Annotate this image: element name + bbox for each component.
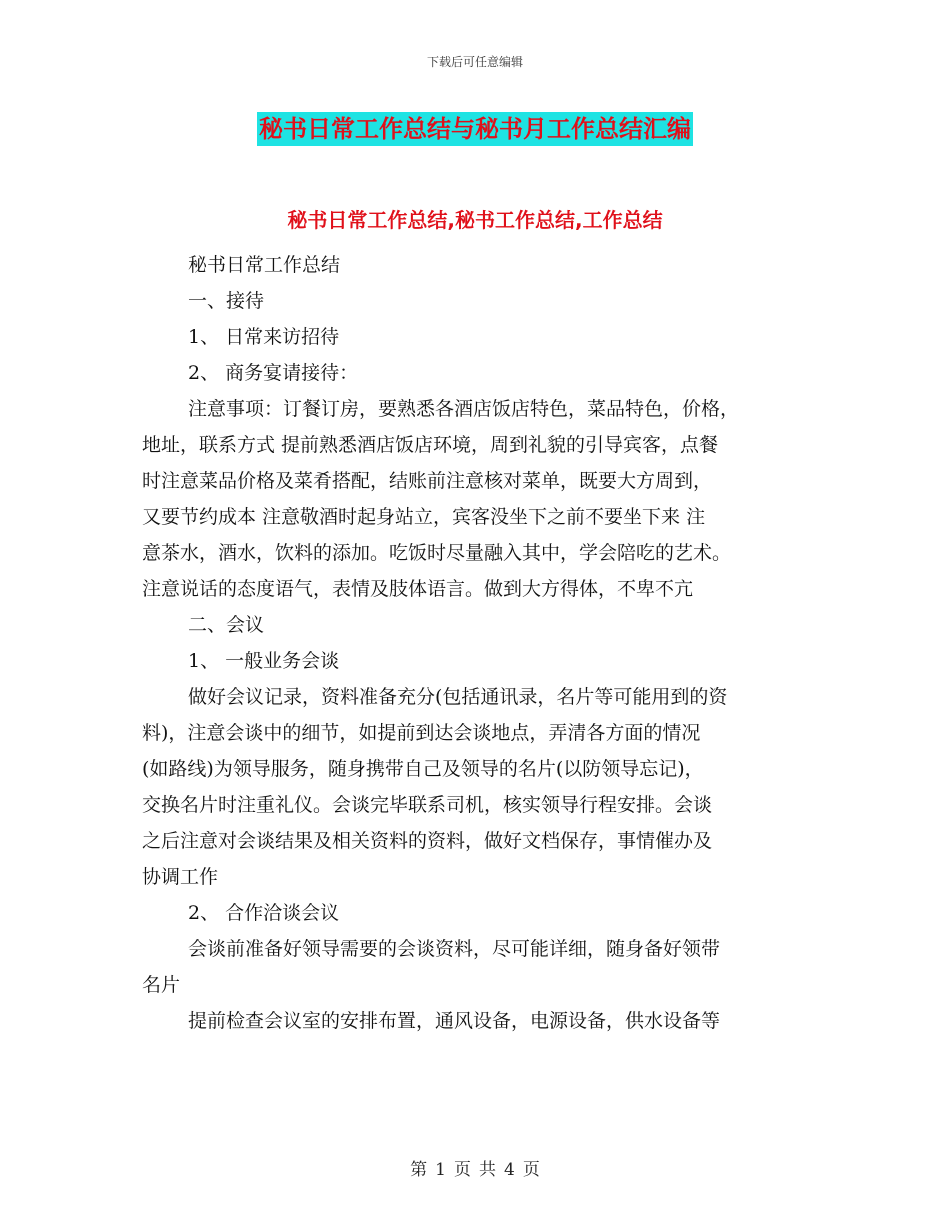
section-heading: 一、接待 (188, 290, 265, 312)
list-item: 2、 合作洽谈会议 (188, 902, 340, 924)
paragraph-line: 协调工作 (142, 866, 219, 888)
paragraph-line: 做好会议记录，资料准备充分(包括通讯录，名片等可能用到的资 (188, 686, 728, 708)
document-subtitle: 秘书日常工作总结,秘书工作总结,工作总结 (287, 208, 663, 232)
section-heading: 二、会议 (188, 614, 265, 636)
footer-label-unit: 页 (454, 1160, 471, 1180)
paragraph-line: 时注意菜品价格及菜肴搭配，结账前注意核对菜单，既要大方周到， (142, 470, 713, 492)
document-title-block (0, 112, 950, 146)
paragraph-line: 交换名片时注重礼仪。会谈完毕联系司机，核实领导行程安排。会谈 (142, 794, 713, 816)
page-number-footer (0, 1155, 950, 1180)
document-title: 秘书日常工作总结与秘书月工作总结汇编 (257, 112, 693, 146)
paragraph-line: 名片 (142, 974, 181, 996)
paragraph-line: 又要节约成本 注意敬酒时起身站立，宾客没坐下之前不要坐下来 注 (142, 506, 706, 528)
paragraph-line: 意茶水，酒水，饮料的添加。吃饭时尽量融入其中，学会陪吃的艺术。 (142, 542, 732, 564)
list-item: 1、 一般业务会谈 (188, 650, 340, 672)
section-heading: 秘书日常工作总结 (188, 254, 341, 276)
footer-current-page: 1 (435, 1160, 446, 1180)
page-header-note: 下载后可任意编辑 (426, 55, 523, 69)
paragraph-line: 提前检查会议室的安排布置，通风设备，电源设备，供水设备等 (188, 1010, 721, 1032)
list-item: 2、 商务宴请接待： (188, 362, 359, 384)
paragraph-line: 地址，联系方式 提前熟悉酒店饭店环境，周到礼貌的引导宾客，点餐 (142, 434, 719, 456)
footer-label-total: 共 (479, 1160, 496, 1180)
list-item: 1、 日常来访招待 (188, 326, 340, 348)
document-body (142, 247, 810, 1039)
paragraph-line: 料)，注意会谈中的细节，如提前到达会谈地点，弄清各方面的情况 (142, 722, 701, 744)
paragraph-line: 注意事项：订餐订房，要熟悉各酒店饭店特色，菜品特色，价格， (188, 398, 740, 420)
paragraph-line: 之后注意对会谈结果及相关资料的资料，做好文档保存，事情催办及 (142, 830, 713, 852)
footer-label-unit2: 页 (522, 1160, 540, 1180)
paragraph-line: 注意说话的态度语气，表情及肢体语言。做到大方得体，不卑不亢 (142, 578, 694, 600)
paragraph-line: 会谈前准备好领导需要的会谈资料，尽可能详细，随身备好领带 (188, 938, 721, 960)
paragraph-line: (如路线)为领导服务，随身携带自己及领导的名片(以防领导忘记)， (142, 758, 704, 780)
footer-label-page: 第 (410, 1160, 428, 1180)
footer-total-pages: 4 (504, 1160, 515, 1180)
